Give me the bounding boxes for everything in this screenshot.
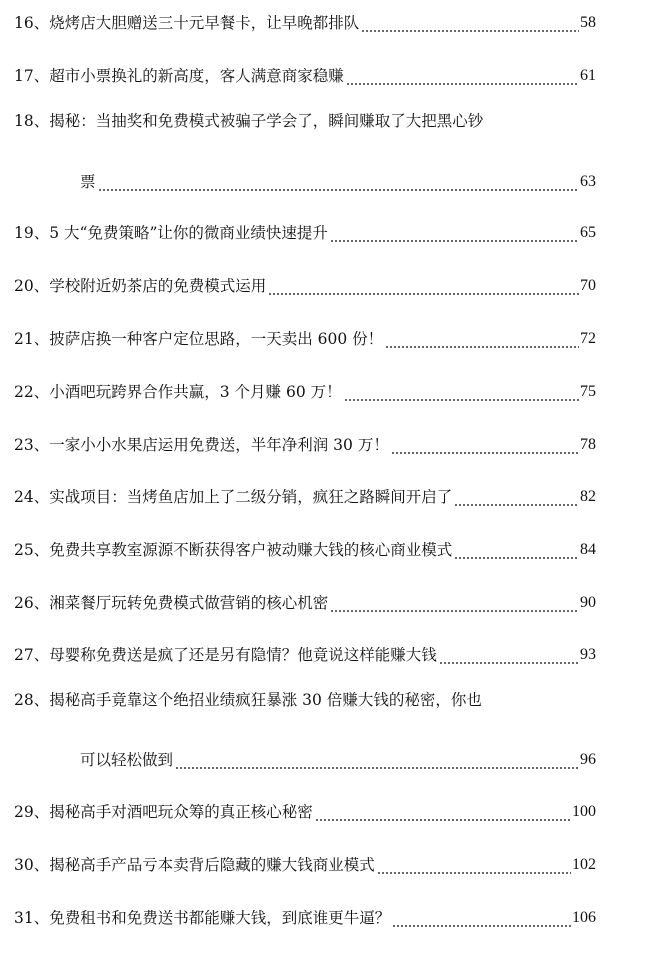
page-number: 100 [572,803,596,820]
entry-title: 免费共享教室源源不断获得客户被动赚大钱的核心商业模式 [49,541,453,559]
toc-entry[interactable] [14,531,596,561]
dot-leader [385,328,579,350]
toc-entry[interactable] [14,899,596,929]
entry-number: 25、 [14,541,50,559]
page-number: 61 [580,67,596,84]
page-number: 58 [580,14,596,31]
entry-number: 27、 [14,646,50,664]
entry-number: 30、 [14,856,50,874]
page-number: 96 [580,751,596,768]
dot-leader [361,12,579,34]
dot-leader [175,749,579,771]
entry-title-continuation: 可以轻松做到 [80,751,174,769]
page-number: 102 [572,856,596,873]
toc-entry[interactable] [14,214,596,244]
page-number: 93 [580,646,596,663]
entry-title: 母婴称免费送是疯了还是另有隐情？他竟说这样能赚大钱 [49,646,437,664]
page-number: 82 [580,488,596,505]
entry-title-continuation: 票 [80,173,96,191]
page-number: 78 [580,436,596,453]
entry-number: 23、 [14,436,50,454]
toc-entry[interactable] [14,636,596,666]
page-number: 106 [572,909,596,926]
entry-number: 29、 [14,803,50,821]
entry-number: 28、 [14,691,50,709]
entry-title: 烧烤店大胆赠送三十元早餐卡，让早晚都排队 [49,14,360,32]
dot-leader [268,275,579,297]
entry-number: 21、 [14,330,50,348]
dot-leader [454,486,579,508]
entry-number: 26、 [14,594,50,612]
toc-entry[interactable] [14,373,596,403]
entry-number: 18、 [14,112,50,130]
dot-leader [98,171,579,193]
page-number: 70 [580,277,596,294]
entry-title: 披萨店换一种客户定位思路，一天卖出 600 份！ [49,330,384,348]
toc-entry[interactable] [14,426,596,456]
entry-title: 免费租书和免费送书都能赚大钱，到底谁更牛逼？ [49,909,391,927]
entry-title: 超市小票换礼的新高度，客人满意商家稳赚 [49,67,344,85]
entry-title: 一家小小水果店运用免费送，半年净利润 30 万！ [49,436,389,454]
page-number: 90 [580,594,596,611]
entry-title: 揭秘高手产品亏本卖背后隐藏的赚大钱商业模式 [49,856,375,874]
entry-number: 19、 [14,224,50,242]
toc-entry[interactable] [14,793,596,823]
entry-title: 揭秘高手竟靠这个绝招业绩疯狂暴涨 30 倍赚大钱的秘密，你也 [49,691,482,709]
dot-leader [454,539,579,561]
page-number: 65 [580,224,596,241]
dot-leader [391,434,579,456]
page-number: 63 [580,173,596,190]
entry-title: 实战项目：当烤鱼店加上了二级分销，疯狂之路瞬间开启了 [49,488,453,506]
entry-title: 湘菜餐厅玩转免费模式做营销的核心机密 [49,594,329,612]
entry-number: 16、 [14,14,50,32]
toc-entry[interactable] [14,846,596,876]
entry-number: 31、 [14,909,50,927]
toc-entry-continuation[interactable] [80,741,596,771]
dot-leader [377,854,571,876]
dot-leader [439,644,579,666]
dot-leader [344,381,579,403]
dot-leader [392,907,571,929]
dot-leader [346,65,579,87]
entry-title: 小酒吧玩跨界合作共赢，3 个月赚 60 万！ [49,383,342,401]
toc-entry-continuation[interactable] [80,163,596,193]
toc-entry[interactable] [14,4,596,34]
entry-title: 5 大“免费策略”让你的微商业绩快速提升 [49,224,328,242]
toc-entry[interactable] [14,584,596,614]
entry-number: 17、 [14,67,50,85]
toc-entry[interactable] [14,320,596,350]
toc-entry[interactable] [14,689,596,719]
page-number: 72 [580,330,596,347]
entry-number: 22、 [14,383,50,401]
entry-title: 揭秘高手对酒吧玩众筹的真正核心秘密 [49,803,313,821]
entry-title: 揭秘：当抽奖和免费模式被骗子学会了，瞬间赚取了大把黑心钞 [49,112,484,130]
entry-number: 20、 [14,277,50,295]
toc-entry[interactable] [14,267,596,297]
toc-entry[interactable] [14,110,596,140]
dot-leader [330,592,579,614]
toc-entry[interactable] [14,478,596,508]
entry-title: 学校附近奶茶店的免费模式运用 [49,277,267,295]
dot-leader [330,222,579,244]
dot-leader [315,801,571,823]
entry-number: 24、 [14,488,50,506]
page-number: 84 [580,541,596,558]
page-number: 75 [580,383,596,400]
toc-entry[interactable] [14,57,596,87]
